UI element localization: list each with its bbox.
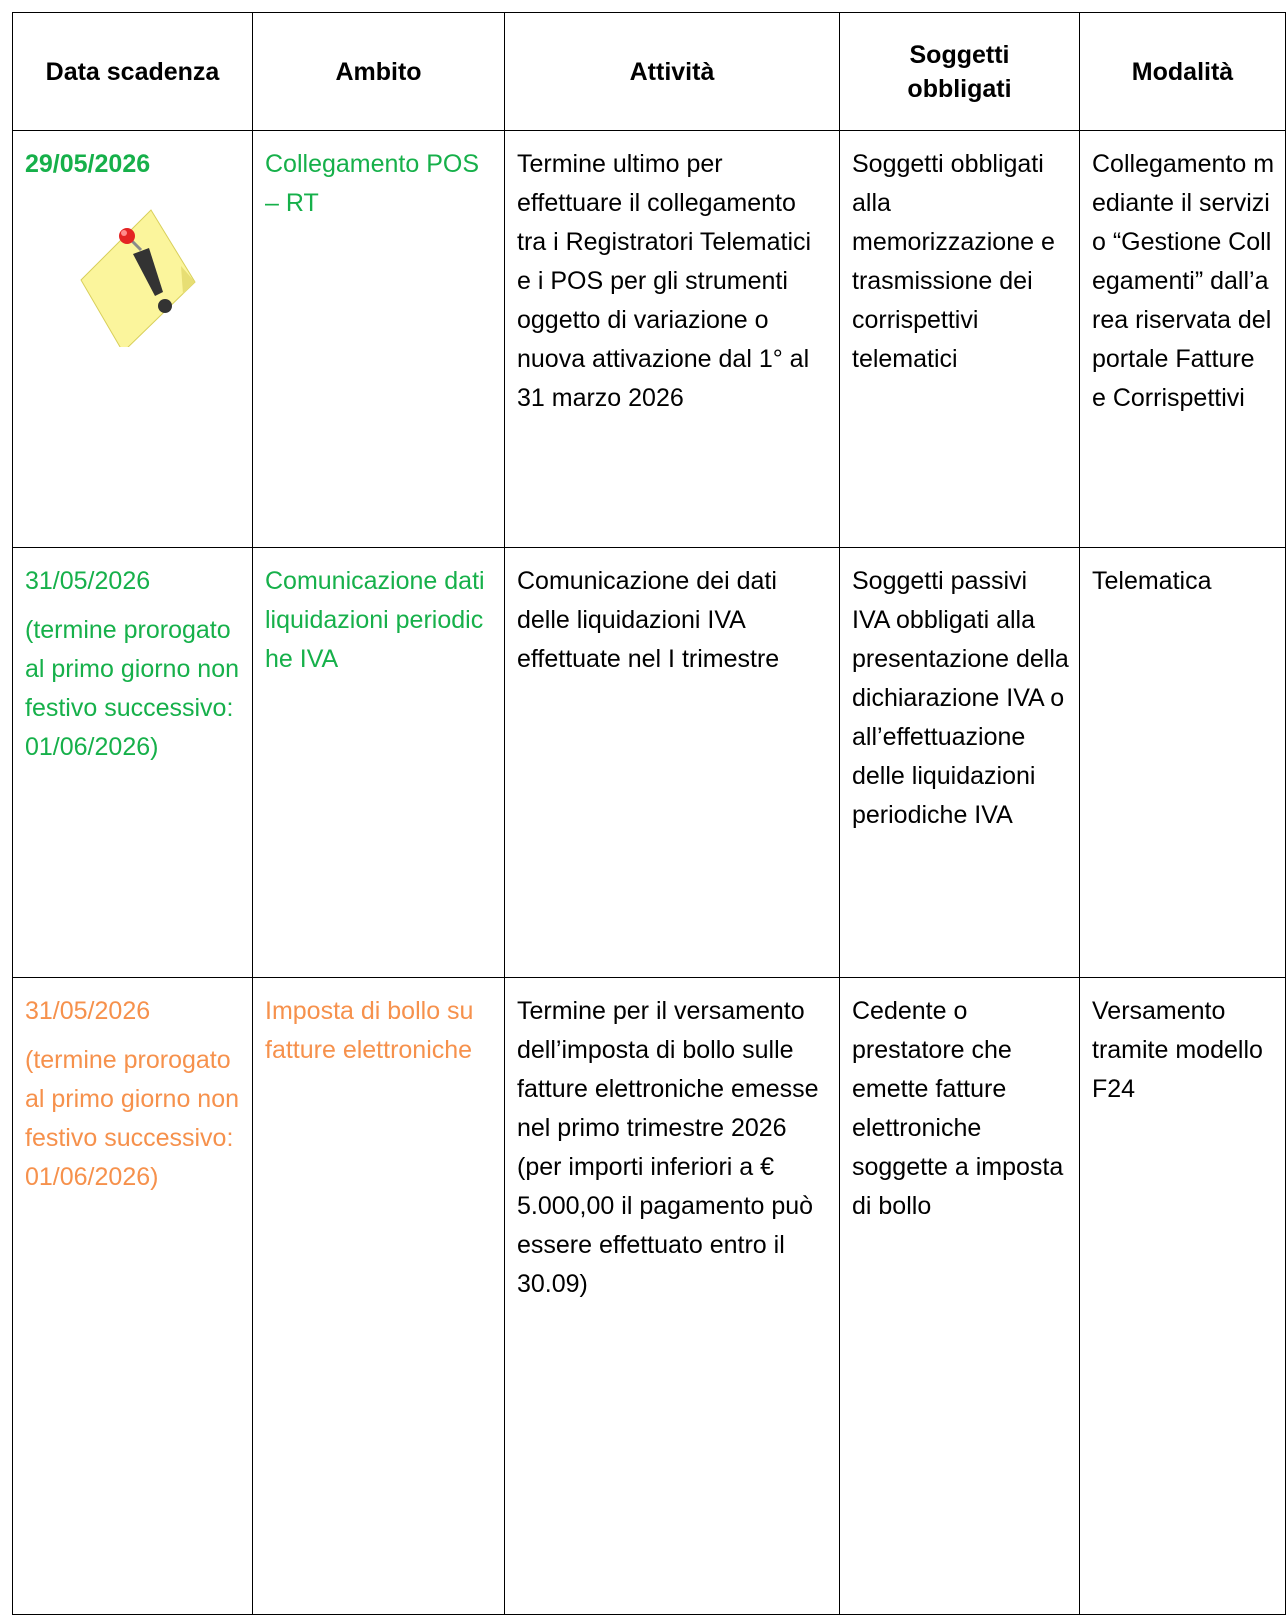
deadline-date: 31/05/2026 xyxy=(25,997,151,1025)
header-scope: Ambito xyxy=(253,13,505,131)
deadline-date: 31/05/2026 xyxy=(25,567,151,595)
table-row xyxy=(13,131,1286,548)
date-cell xyxy=(13,978,253,1615)
scope-cell: Collegamento POS – RT xyxy=(253,131,505,548)
deadline-date: 29/05/2026 xyxy=(25,150,151,178)
header-subjects: Soggetti obbligati xyxy=(840,13,1080,131)
header-activity: Attività xyxy=(505,13,840,131)
subjects-cell: Cedente o prestatore che emette fatture elettroniche soggette a imposta di bollo xyxy=(840,978,1080,1615)
date-cell xyxy=(13,548,253,978)
table-row xyxy=(13,548,1286,978)
header-date: Data scadenza xyxy=(13,13,253,131)
mode-cell: Telematica xyxy=(1080,548,1286,978)
deadline-table xyxy=(12,12,1286,1615)
scope-cell: Comunicazione dati liquidazioni periodiche IVA xyxy=(253,548,505,978)
header-mode: Modalità xyxy=(1080,13,1286,131)
table-row xyxy=(13,978,1286,1615)
deadline-note: (termine prorogato al primo giorno non festivo successivo: 01/06/2026) xyxy=(25,1046,240,1191)
date-cell xyxy=(13,131,253,548)
subjects-cell: Soggetti obbligati alla memorizzazione e trasmissione dei corrispettivi telematici xyxy=(840,131,1080,548)
deadline-note: (termine prorogato al primo giorno non festivo successivo: 01/06/2026) xyxy=(25,616,240,761)
activity-cell: Termine ultimo per effettuare il collegamento tra i Registratori Telematici e i POS per gli strumenti oggetto di variazione o nuova attivazione dal 1° al 31 marzo 2026 xyxy=(505,131,840,548)
activity-cell: Termine per il versamento dell’imposta di bollo sulle fatture elettroniche emesse nel primo trimestre 2026 (per importi inferiori a € 5.000,00 il pagamento può essere effettuato entro il 30.09) xyxy=(505,978,840,1615)
mode-cell: Collegamento mediante il servizio “Gestione Collegamenti” dall’area riservata del portale Fatture e Corrispettivi xyxy=(1080,131,1286,548)
activity-cell: Comunicazione dei dati delle liquidazioni IVA effettuate nel I trimestre xyxy=(505,548,840,978)
memo-alert-icon xyxy=(25,184,242,359)
subjects-cell: Soggetti passivi IVA obbligati alla presentazione della dichiarazione IVA o all’effettuazione delle liquidazioni periodiche IVA xyxy=(840,548,1080,978)
header-row xyxy=(13,13,1286,131)
mode-cell: Versamento tramite modello F24 xyxy=(1080,978,1286,1615)
scope-cell: Imposta di bollo su fatture elettroniche xyxy=(253,978,505,1615)
